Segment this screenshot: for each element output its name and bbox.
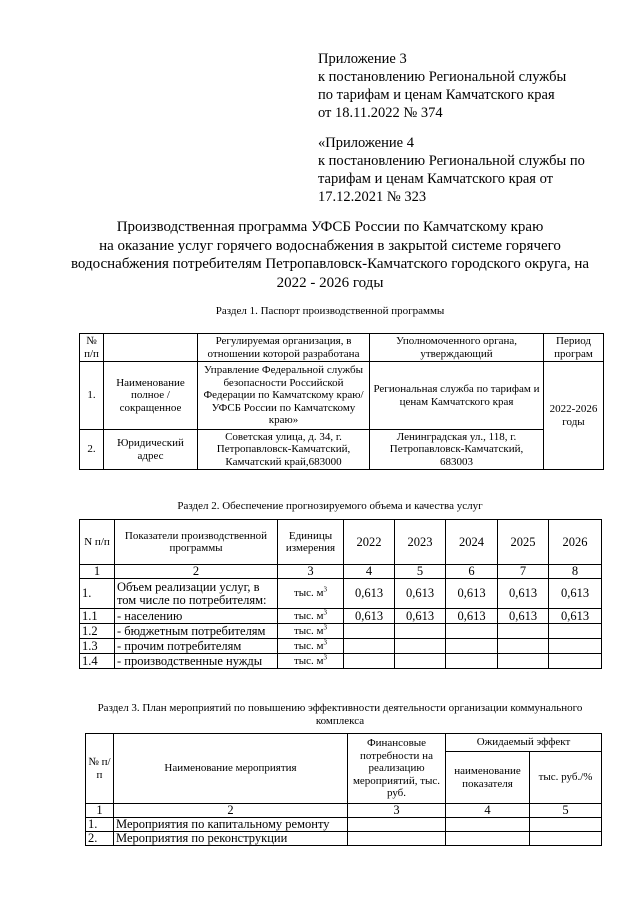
unit-text: тыс. м <box>293 587 324 600</box>
col-header-authority: Уполномоченного органа, утверждающий <box>370 334 544 362</box>
section1-title: Раздел 1. Паспорт производственной программы <box>215 305 445 317</box>
col-header-effect-name: наименование показателя <box>446 752 530 804</box>
row-value <box>498 639 549 654</box>
header1-line: по тарифам и ценам Камчатского края <box>318 87 555 103</box>
row-num: 1. <box>80 362 104 430</box>
row-unit <box>278 624 344 639</box>
col-header-measure: Наименование мероприятия <box>114 734 348 804</box>
header2-line: «Приложение 4 <box>318 135 414 151</box>
col-number: 3 <box>348 804 446 818</box>
row-cell <box>530 818 602 832</box>
unit-text: тыс. м <box>293 624 324 637</box>
row-value: 0,613 <box>344 609 395 624</box>
authority-name: Региональная служба по тарифам и ценам Камчатского края <box>370 362 544 430</box>
col-number: 7 <box>498 565 549 579</box>
table-row <box>80 654 602 669</box>
row-unit <box>278 609 344 624</box>
row-label: Наименование полное / сокращенное <box>104 362 198 430</box>
section3-title <box>60 702 620 728</box>
col-number: 2 <box>115 565 278 579</box>
col-header-num: N п/п <box>80 520 115 565</box>
row-value <box>344 654 395 669</box>
col-header-indicator: Показатели производственной программы <box>115 520 278 565</box>
row-name: - производственные нужды <box>115 654 278 669</box>
col-header-unit: Единицы измерения <box>278 520 344 565</box>
row-cell <box>348 818 446 832</box>
row-value <box>446 639 498 654</box>
org-name: Управление Федеральной службы безопасности Российской Федерации по Камчатскому краю/ УФСБ России по Камчатскому краю» <box>198 362 370 430</box>
authority-address: Ленинградская ул., 118, г. Петропавловск-Камчатский, 683003 <box>370 430 544 470</box>
row-cell <box>446 832 530 846</box>
row-label: Юридический адрес <box>104 430 198 470</box>
col-header-year: 2022 <box>344 520 395 565</box>
row-value <box>549 624 602 639</box>
row-value <box>446 624 498 639</box>
col-number: 5 <box>395 565 446 579</box>
volume-table <box>79 519 602 669</box>
row-value: 0,613 <box>395 579 446 609</box>
row-value: 0,613 <box>549 579 602 609</box>
unit-text: тыс. м <box>293 654 324 667</box>
col-number: 8 <box>549 565 602 579</box>
col-header-num: № п/п <box>80 334 104 362</box>
table-row <box>86 818 602 832</box>
header2-line: 17.12.2021 № 323 <box>318 189 427 205</box>
row-value <box>498 654 549 669</box>
title-line: на оказание услуг горячего водоснабжения в закрытой системе горячего <box>99 237 561 254</box>
row-num: 2. <box>86 832 114 846</box>
row-value <box>446 654 498 669</box>
col-header-effect: Ожидаемый эффект <box>446 734 602 752</box>
row-value <box>395 624 446 639</box>
col-header-finance: Финансовые потребности на реализацию мероприятий, тыс. руб. <box>348 734 446 804</box>
col-number: 4 <box>446 804 530 818</box>
row-num: 1.2 <box>80 624 115 639</box>
col-number: 5 <box>530 804 602 818</box>
unit-sup: 3 <box>323 585 328 594</box>
col-header-year: 2025 <box>498 520 549 565</box>
row-num: 1. <box>86 818 114 832</box>
measures-table <box>85 733 602 846</box>
table-row <box>80 579 602 609</box>
col-number: 3 <box>278 565 344 579</box>
header2-line: тарифам и ценам Камчатского края от <box>318 171 554 187</box>
row-value <box>549 639 602 654</box>
passport-table <box>79 333 604 470</box>
title-line: водоснабжения потребителям Петропавловск-Камчатского городского округа, на <box>70 256 590 272</box>
col-header-year: 2026 <box>549 520 602 565</box>
row-unit <box>278 639 344 654</box>
row-num: 2. <box>80 430 104 470</box>
header1-line: к постановлению Региональной службы <box>318 69 567 85</box>
table-row <box>80 639 602 654</box>
row-value <box>498 624 549 639</box>
row-num: 1. <box>80 579 115 609</box>
col-number: 1 <box>80 565 115 579</box>
appendix-header-2 <box>318 134 618 206</box>
section3-title-line: Раздел 3. План мероприятий по повышению эффективности деятельности организации коммунального <box>97 702 583 714</box>
row-name: Мероприятия по капитальному ремонту <box>114 818 348 832</box>
row-value: 0,613 <box>446 609 498 624</box>
table-row <box>80 624 602 639</box>
row-value: 0,613 <box>549 609 602 624</box>
col-number: 6 <box>446 565 498 579</box>
row-cell <box>446 818 530 832</box>
col-header-period: Период програм <box>544 334 604 362</box>
row-name: - населению <box>115 609 278 624</box>
row-name: Объем реализации услуг, в том числе по потребителям: <box>115 579 278 609</box>
col-number: 4 <box>344 565 395 579</box>
document-title <box>60 218 600 292</box>
col-number: 2 <box>114 804 348 818</box>
col-header-year: 2023 <box>395 520 446 565</box>
unit-text: тыс. м <box>293 639 324 652</box>
period-value: 2022-2026 годы <box>544 362 604 470</box>
row-unit <box>278 654 344 669</box>
unit-sup: 3 <box>323 653 328 662</box>
row-name: - прочим потребителям <box>115 639 278 654</box>
header1-line: Приложение 3 <box>318 51 407 67</box>
row-value <box>344 624 395 639</box>
unit-sup: 3 <box>323 638 328 647</box>
table-row <box>80 609 602 624</box>
row-unit <box>278 579 344 609</box>
row-value <box>344 639 395 654</box>
row-num: 1.3 <box>80 639 115 654</box>
section2-title: Раздел 2. Обеспечение прогнозируемого объема и качества услуг <box>177 500 483 512</box>
title-line: Производственная программа УФСБ России по Камчатскому краю <box>116 219 544 235</box>
row-value: 0,613 <box>395 609 446 624</box>
unit-text: тыс. м <box>293 609 324 622</box>
title-line: 2022 - 2026 годы <box>276 274 384 291</box>
row-value: 0,613 <box>344 579 395 609</box>
row-value <box>395 639 446 654</box>
unit-sup: 3 <box>323 608 328 617</box>
table-row <box>86 832 602 846</box>
row-value <box>549 654 602 669</box>
col-header-num: № п/п <box>86 734 114 804</box>
row-value <box>395 654 446 669</box>
row-value: 0,613 <box>498 579 549 609</box>
row-cell <box>530 832 602 846</box>
col-number: 1 <box>86 804 114 818</box>
header2-line: к постановлению Региональной службы по <box>318 153 585 169</box>
header1-line: от 18.11.2022 № 374 <box>318 105 443 121</box>
row-num: 1.4 <box>80 654 115 669</box>
row-value: 0,613 <box>446 579 498 609</box>
col-header-year: 2024 <box>446 520 498 565</box>
col-header-empty <box>104 334 198 362</box>
org-address: Советская улица, д. 34, г. Петропавловск-Камчатский, Камчатский край,683000 <box>198 430 370 470</box>
row-num: 1.1 <box>80 609 115 624</box>
row-name: Мероприятия по реконструкции <box>114 832 348 846</box>
section3-title-line: комплекса <box>315 715 365 727</box>
row-value: 0,613 <box>498 609 549 624</box>
col-header-org: Регулируемая организация, в отношении которой разработана <box>198 334 370 362</box>
appendix-header-1 <box>318 50 618 122</box>
unit-sup: 3 <box>323 623 328 632</box>
row-cell <box>348 832 446 846</box>
col-header-effect-value: тыс. руб./% <box>530 752 602 804</box>
row-name: - бюджетным потребителям <box>115 624 278 639</box>
